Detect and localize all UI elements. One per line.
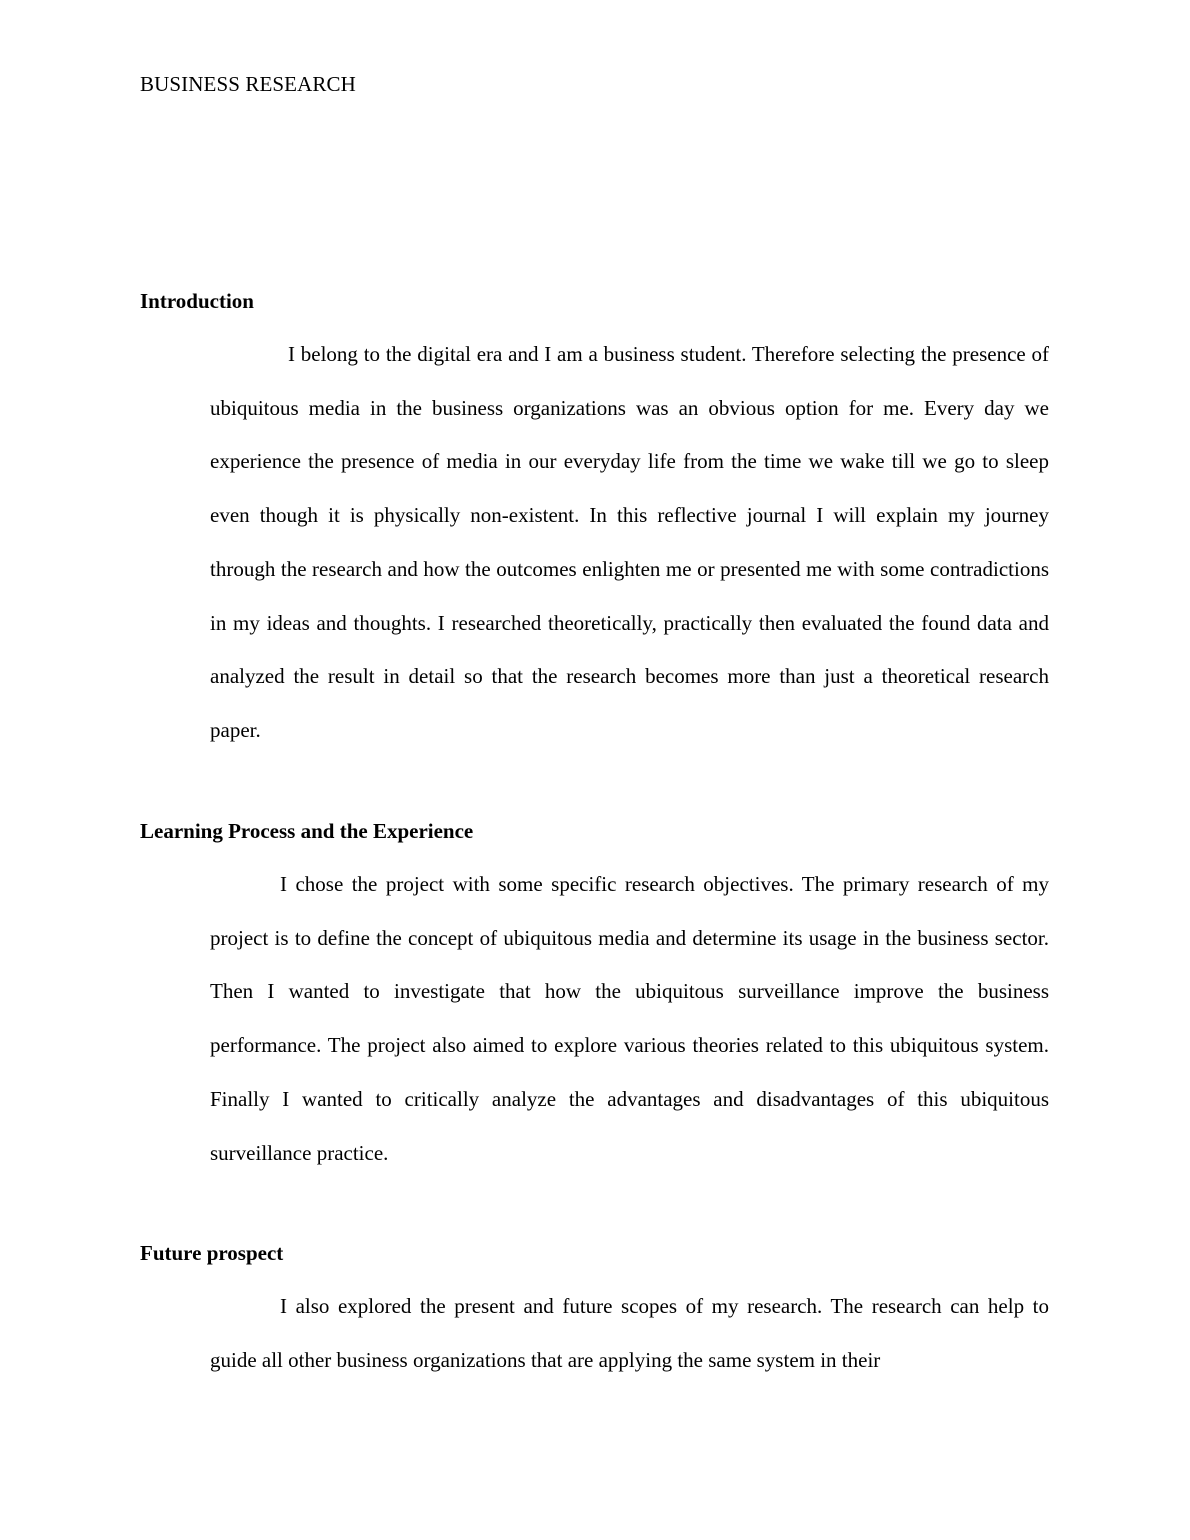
- section-heading-introduction: Introduction: [140, 289, 254, 313]
- paragraph-future-prospect: I also explored the present and future scopes of my research. The research can help to guide all other business organizations that are applying the same system in their: [210, 1294, 1049, 1372]
- running-head: BUSINESS RESEARCH: [140, 72, 356, 96]
- section-heading-future-prospect: Future prospect: [140, 1241, 284, 1265]
- paragraph-learning-process: I chose the project with some specific research objectives. The primary research of my project is to define the concept of ubiquitous media and determine its usage in the business sector. Then I wanted to investigate that how the ubiquitous surveillance improve the business performance. The project also aimed to explore various theories related to this ubiquitous system. Finally I wanted to critically analyze the advantages and disadvantages of this ubiquitous surveillance practice.: [210, 872, 1049, 1165]
- section-heading-learning-process: Learning Process and the Experience: [140, 819, 474, 843]
- paragraph-introduction: I belong to the digital era and I am a business student. Therefore selecting the presence of ubiquitous media in the business organizations was an obvious option for me. Every day we experience the presence of media in our everyday life from the time we wake till we go to sleep even though it is physically non-existent. In this reflective journal I will explain my journey through the research and how the outcomes enlighten me or presented me with some contradictions in my ideas and thoughts. I researched theoretically, practically then evaluated the found data and analyzed the result in detail so that the research becomes more than just a theoretical research paper.: [210, 342, 1049, 742]
